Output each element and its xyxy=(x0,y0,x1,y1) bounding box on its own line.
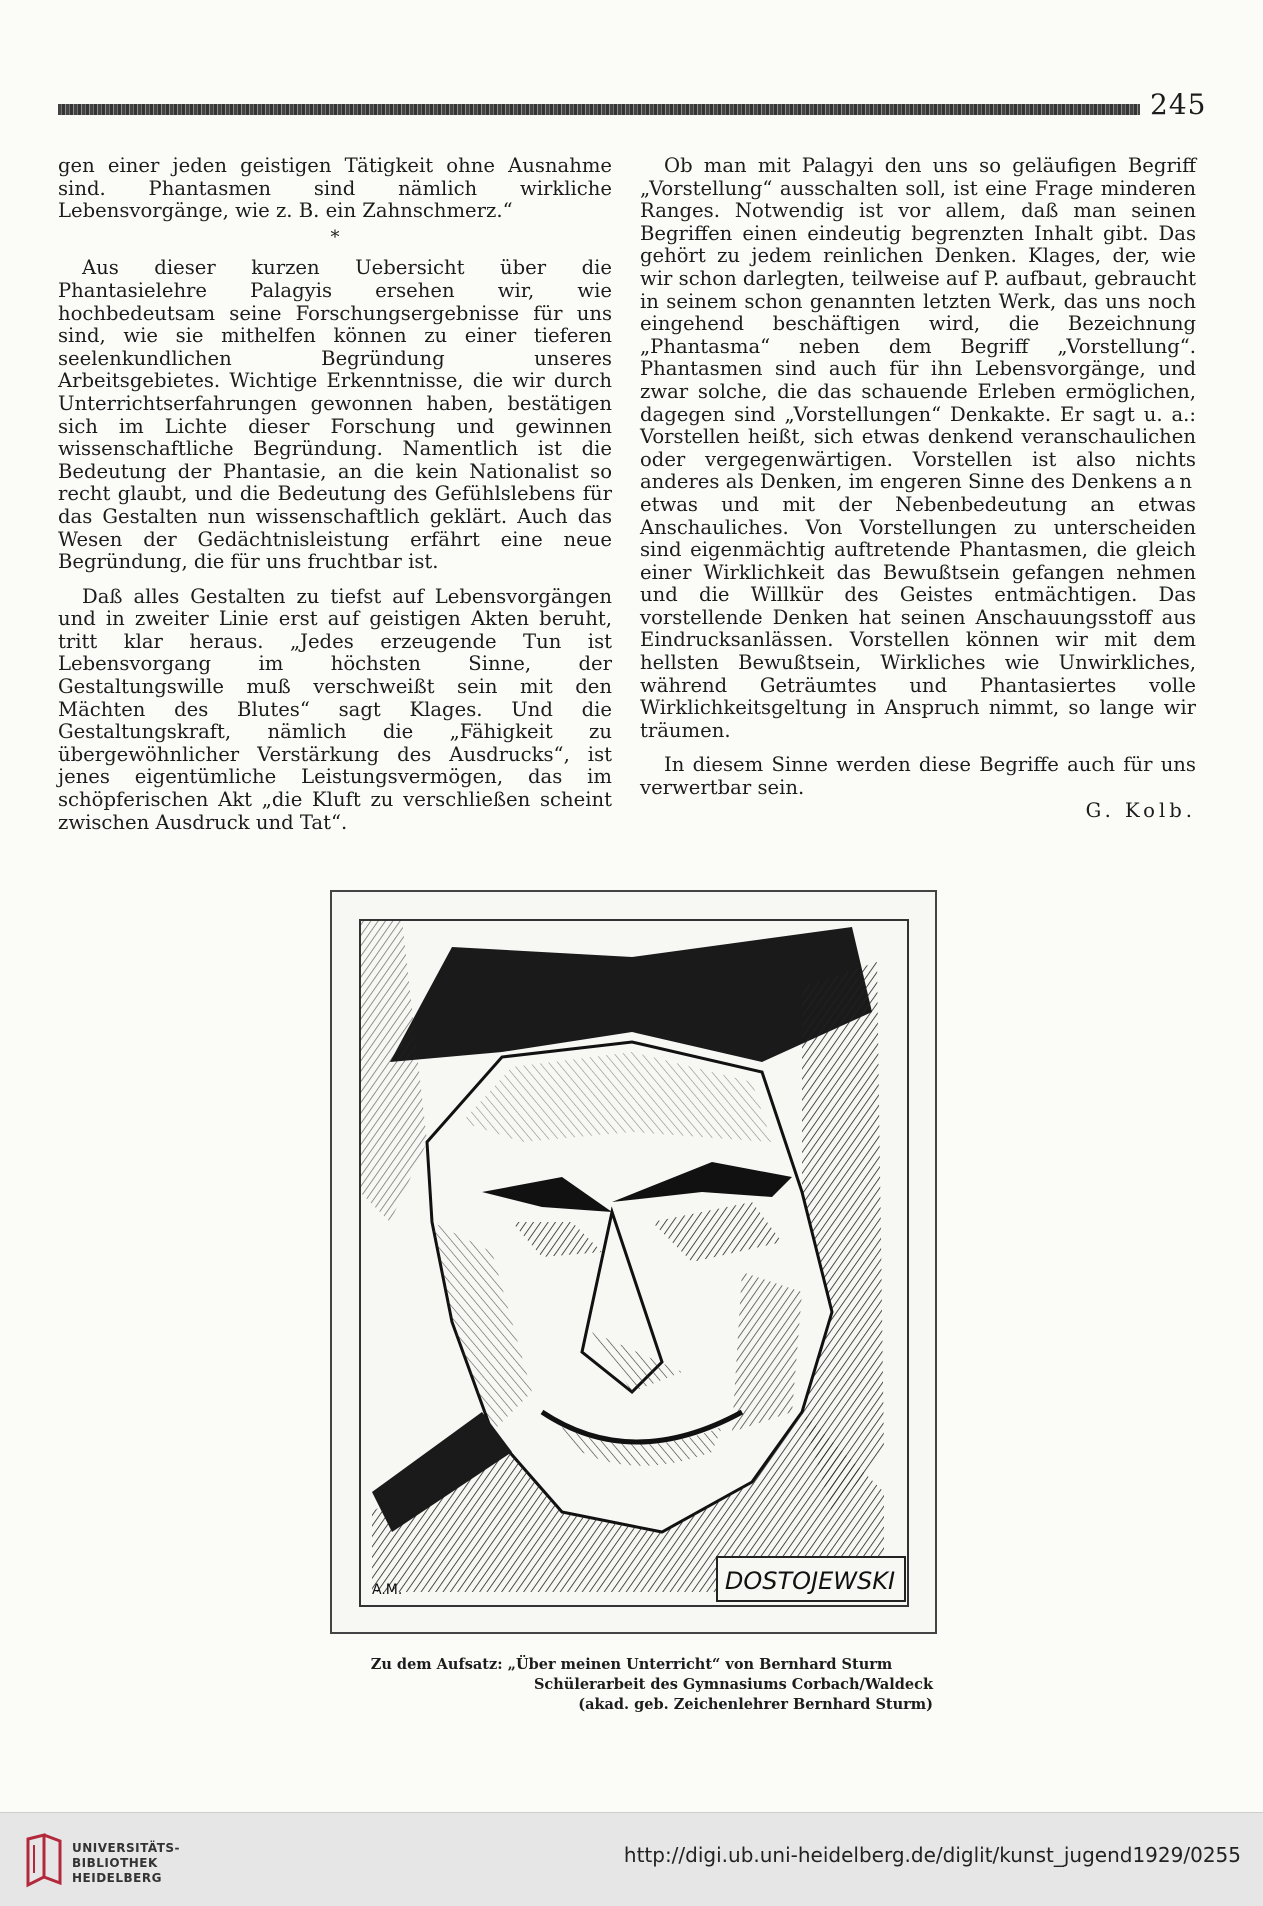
library-name-line-2: BIBLIOTHEK xyxy=(72,1856,158,1870)
portrait-drawing xyxy=(332,892,935,1632)
right-paragraph-2-text: In diesem Sinne werden diese Begriffe auch für uns verwertbar sein. xyxy=(640,753,1196,800)
right-paragraph-1 xyxy=(640,155,1196,742)
right-paragraph-2 xyxy=(640,754,1196,799)
page-number: 245 xyxy=(1150,88,1207,121)
caption-line-1: Zu dem Aufsatz: „Über meinen Unterricht“ von Bernhard Sturm xyxy=(370,1656,893,1673)
permalink-url[interactable]: http://digi.ub.uni-heidelberg.de/diglit/kunst_jugend1929/0255 xyxy=(623,1843,1241,1867)
library-name xyxy=(72,1841,180,1886)
library-logo-icon xyxy=(24,1833,64,1889)
figure-caption xyxy=(330,1655,933,1715)
artist-initials: A.M. xyxy=(372,1582,403,1598)
right-column xyxy=(640,155,1196,822)
author-signature: G. Kolb. xyxy=(1085,798,1196,822)
caption-line-3: (akad. geb. Zeichenlehrer Bernhard Sturm) xyxy=(578,1696,933,1713)
left-paragraph-1: gen einer jeden geistigen Tätigkeit ohne Ausnahme sind. Phantasmen sind nämlich wirkliche Lebensvorgänge, wie z. B. ein Zahnschmerz.“ xyxy=(58,154,612,223)
left-paragraph-3: Daß alles Gestalten zu tiefst auf Lebensvorgängen und in zweiter Linie erst auf geistigen Akten beruht, tritt klar heraus. „Jedes erzeugende Tun ist Lebensvorgang im höchsten Sinne, der Gestaltungswille muß verschweißt sein mit den Mächten des Blutes“ sagt Klages. Und die Gestaltungskraft, nämlich die „Fähigkeit zu übergewöhnlicher Verstärkung des Ausdrucks“, ist jenes eigentümliche Leistungsvermögen, das im schöpferischen Akt „die Kluft zu verschließen scheint zwischen Ausdruck und Tat“. xyxy=(58,584,612,834)
left-paragraph-2: Aus dieser kurzen Uebersicht über die Phantasielehre Palagyis ersehen wir, wie hochbedeutsam seine Forschungsergebnisse für uns sind, wie sie mithelfen können zu einer tieferen seelenkundlichen Begründung unseres Arbeitsgebietes. Wichtige Erkenntnisse, die wir durch Unterrichtserfahrungen gewonnen haben, bestätigen sich im Lichte dieser Forschung und gewinnen wissenschaftliche Begründung. Namentlich ist die Bedeutung der Phantasie, an die kein Nationalist so recht glaubt, und die Bedeutung des Gefühlslebens für das Gestalten nun wissenschaftlich geklärt. Auch das Wesen der Gedächtnisleistung erfährt eine neue Begründung, die für uns fruchtbar ist. xyxy=(58,256,612,574)
portrait-illustration xyxy=(330,890,937,1634)
footer-bar xyxy=(0,1812,1263,1906)
right-paragraph-1-text: Ob man mit Palagyi den uns so geläufigen Begriff „Vorstellung“ ausschalten soll, ist eine Frage minderen Ranges. Notwendig ist vor allem, daß man seinen Begriffen einen eindeutig begrenzten Inhalt gibt. Das gehört zu jedem reinlichen Denken. Klages, der, wie wir schon darlegten, teilweise auf P. aufbaut, gebraucht in seinem schon genannten letzten Werk, das uns noch eingehend beschäftigen wird, die Bezeichnung „Phantasma“ neben dem Begriff „Vorstellung“. Phantasmen sind auch für ihn Lebensvorgänge, und zwar solche, die das schauende Erleben ermöglichen, dagegen sind „Vorstellungen“ Denkakte. Er sagt u. a.: Vorstellen heißt, sich etwas denkend veranschaulichen oder vergegenwärtigen. Vorstellen ist also nichts anderes als Denken, im engeren Sinne des Denkens xyxy=(640,154,1196,494)
right-paragraph-1-rest: etwas und mit der Nebenbedeutung an etwas Anschauliches. Von Vorstellungen zu unterscheiden sind eigenmächtig auftretende Phantasmen, die gleich einer Wirklichkeit das Bewußtsein gefangen nehmen und die Willkür des Geistes entmächtigen. Das vorstellende Denken hat seinen Anschauungsstoff aus Eindrucksanlässen. Vorstellen können wir mit dem hellsten Bewußtsein, Wirkliches wie Unwirkliches, während Geträumtes und Phantasiertes volle Wirklichkeitsgeltung in Anspruch nimmt, so lange wir träumen. xyxy=(640,492,1196,742)
right-paragraph-1-emphasis: an xyxy=(1163,470,1196,494)
section-separator: * xyxy=(330,226,340,248)
portrait-title: DOSTOJEWSKI xyxy=(724,1567,896,1595)
header-rule xyxy=(58,104,1140,115)
left-column xyxy=(58,155,612,834)
caption-line-2: Schülerarbeit des Gymnasiums Corbach/Waldeck xyxy=(533,1676,933,1693)
library-name-line-1: UNIVERSITÄTS- xyxy=(72,1841,181,1855)
signature-line xyxy=(640,800,1196,823)
library-name-line-3: HEIDELBERG xyxy=(72,1871,162,1885)
